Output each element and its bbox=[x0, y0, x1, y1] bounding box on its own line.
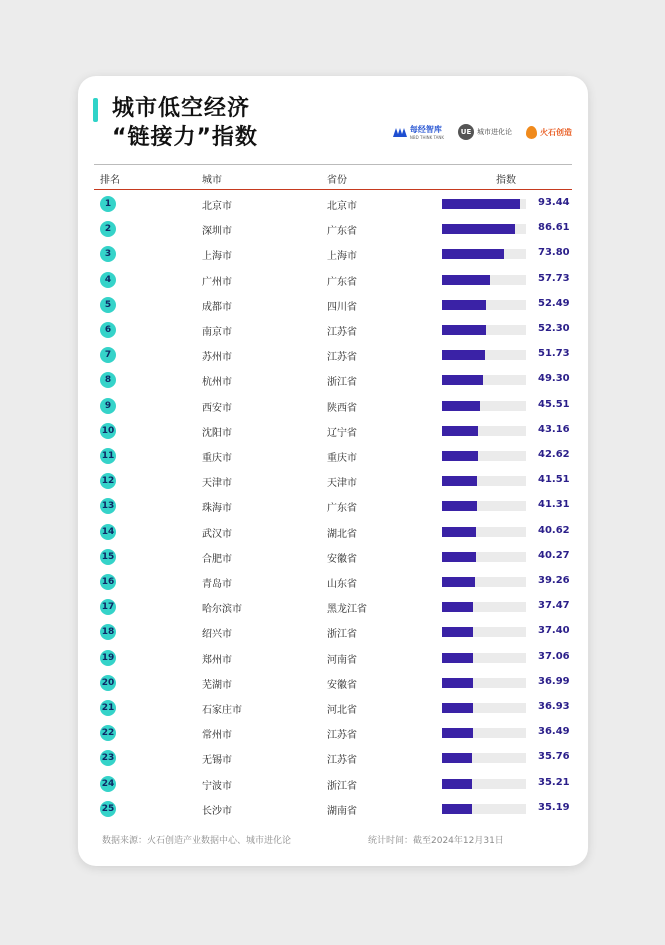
logo-nbd-name: 每经智库 bbox=[409, 125, 442, 134]
table-row bbox=[94, 595, 572, 620]
province-cell: 四川省 bbox=[327, 301, 357, 313]
rank-badge: 12 bbox=[100, 473, 116, 489]
index-value: 49.30 bbox=[538, 373, 570, 385]
index-bar-track bbox=[442, 451, 526, 461]
rank-badge: 1 bbox=[100, 196, 116, 212]
header-rank: 排名 bbox=[100, 175, 120, 186]
logo-strip bbox=[393, 122, 572, 142]
title-accent-bar bbox=[93, 98, 98, 122]
index-value: 52.30 bbox=[538, 323, 570, 334]
rank-badge: 11 bbox=[100, 448, 116, 464]
index-bar-fill bbox=[442, 501, 477, 511]
table-row bbox=[94, 570, 572, 595]
index-bar-track bbox=[442, 224, 526, 234]
table-row bbox=[94, 646, 572, 671]
city-cell: 深圳市 bbox=[202, 226, 232, 238]
province-cell: 江苏省 bbox=[327, 352, 357, 364]
rank-badge: 13 bbox=[100, 498, 116, 514]
table-row bbox=[94, 242, 572, 267]
city-cell: 长沙市 bbox=[202, 805, 232, 817]
province-cell: 江苏省 bbox=[327, 730, 357, 742]
city-cell: 成都市 bbox=[202, 301, 232, 313]
index-bar-track bbox=[442, 602, 526, 612]
table-header bbox=[94, 164, 572, 190]
index-bar-track bbox=[442, 300, 526, 310]
rank-badge: 15 bbox=[100, 549, 116, 565]
index-value: 43.16 bbox=[538, 423, 570, 435]
index-bar-fill bbox=[442, 451, 478, 461]
province-cell: 上海市 bbox=[327, 251, 357, 263]
table-row bbox=[94, 469, 572, 494]
table-row bbox=[94, 318, 572, 343]
city-cell: 石家庄市 bbox=[202, 705, 242, 716]
city-cell: 苏州市 bbox=[202, 352, 232, 364]
index-bar-fill bbox=[442, 224, 515, 234]
index-value: 40.27 bbox=[538, 549, 570, 561]
rank-badge: 14 bbox=[100, 524, 116, 540]
table-row bbox=[94, 494, 572, 519]
index-value: 52.49 bbox=[538, 297, 570, 309]
index-bar-fill bbox=[442, 325, 486, 335]
province-cell: 浙江省 bbox=[327, 780, 357, 792]
index-bar-fill bbox=[442, 602, 473, 612]
table-row bbox=[94, 192, 572, 217]
title-line-2: “链接力”指数 bbox=[112, 125, 258, 150]
ue-badge-icon: UE bbox=[458, 124, 474, 140]
table-row bbox=[94, 217, 572, 242]
table-row bbox=[94, 721, 572, 746]
index-value: 57.73 bbox=[538, 272, 570, 284]
city-cell: 宁波市 bbox=[202, 780, 232, 792]
logo-huoshi bbox=[526, 126, 572, 139]
index-bar-track bbox=[442, 577, 526, 587]
index-value: 51.73 bbox=[538, 348, 570, 360]
province-cell: 山东省 bbox=[327, 579, 357, 590]
city-cell: 沈阳市 bbox=[202, 427, 232, 439]
rank-badge: 9 bbox=[100, 398, 116, 414]
index-value: 41.31 bbox=[538, 499, 570, 511]
index-bar-fill bbox=[442, 577, 475, 587]
footer-source: 数据来源：火石创造产业数据中心、城市进化论 bbox=[102, 836, 292, 846]
index-value: 39.26 bbox=[538, 575, 570, 586]
index-value: 73.80 bbox=[538, 247, 570, 259]
index-bar-fill bbox=[442, 753, 472, 763]
index-bar-fill bbox=[442, 350, 485, 360]
logo-city-evolution bbox=[458, 124, 512, 140]
index-bar-track bbox=[442, 375, 526, 385]
table-row bbox=[94, 671, 572, 696]
province-cell: 河北省 bbox=[327, 705, 357, 716]
table-row bbox=[94, 620, 572, 645]
rank-badge: 10 bbox=[100, 423, 116, 439]
city-cell: 西安市 bbox=[202, 402, 232, 414]
table-row bbox=[94, 293, 572, 318]
city-cell: 武汉市 bbox=[202, 528, 232, 540]
table-row bbox=[94, 268, 572, 293]
province-cell: 广东省 bbox=[327, 226, 357, 238]
city-cell: 南京市 bbox=[202, 327, 232, 338]
index-bar-track bbox=[442, 426, 526, 436]
rank-badge: 18 bbox=[100, 624, 116, 640]
page-title bbox=[112, 94, 258, 152]
logo-nbd-sub: NBD THINK TANK bbox=[409, 135, 444, 140]
index-value: 40.62 bbox=[538, 524, 570, 536]
index-bar-fill bbox=[442, 375, 483, 385]
province-cell: 陕西省 bbox=[327, 402, 357, 414]
index-bar-track bbox=[442, 678, 526, 688]
province-cell: 安徽省 bbox=[327, 679, 357, 691]
index-bar-track bbox=[442, 476, 526, 486]
rank-badge: 19 bbox=[100, 650, 116, 666]
province-cell: 重庆市 bbox=[327, 453, 357, 464]
province-cell: 安徽省 bbox=[327, 553, 357, 565]
city-cell: 广州市 bbox=[202, 276, 232, 288]
province-cell: 浙江省 bbox=[327, 377, 357, 389]
province-cell: 河南省 bbox=[327, 654, 357, 666]
province-cell: 浙江省 bbox=[327, 629, 357, 641]
index-bar-track bbox=[442, 275, 526, 285]
index-value: 45.51 bbox=[538, 398, 570, 410]
table-row bbox=[94, 394, 572, 419]
index-bar-track bbox=[442, 501, 526, 511]
city-cell: 常州市 bbox=[202, 730, 232, 742]
footer-date: 统计时间：截至2024年12月31日 bbox=[368, 836, 504, 846]
rank-badge: 3 bbox=[100, 246, 116, 262]
table-row bbox=[94, 419, 572, 444]
index-value: 35.21 bbox=[538, 776, 570, 788]
province-cell: 江苏省 bbox=[327, 327, 357, 338]
city-cell: 芜湖市 bbox=[202, 679, 232, 691]
table-row bbox=[94, 343, 572, 368]
index-bar-track bbox=[442, 552, 526, 562]
table-row bbox=[94, 520, 572, 545]
city-cell: 合肥市 bbox=[202, 553, 232, 565]
table-row bbox=[94, 444, 572, 469]
index-value: 36.99 bbox=[538, 675, 570, 687]
index-value: 35.76 bbox=[538, 751, 570, 763]
ranking-card bbox=[78, 76, 588, 866]
header-city: 城市 bbox=[202, 175, 222, 186]
city-cell: 上海市 bbox=[202, 251, 232, 263]
index-value: 36.49 bbox=[538, 726, 570, 738]
city-cell: 北京市 bbox=[202, 201, 232, 212]
city-cell: 天津市 bbox=[202, 478, 232, 490]
province-cell: 辽宁省 bbox=[327, 427, 357, 439]
rank-badge: 25 bbox=[100, 801, 116, 817]
city-cell: 郑州市 bbox=[202, 654, 232, 666]
index-bar-fill bbox=[442, 300, 486, 310]
rank-badge: 23 bbox=[100, 750, 116, 766]
index-bar-track bbox=[442, 728, 526, 738]
city-cell: 珠海市 bbox=[202, 503, 232, 515]
province-cell: 北京市 bbox=[327, 201, 357, 212]
index-value: 37.47 bbox=[538, 600, 570, 612]
rank-badge: 17 bbox=[100, 599, 116, 615]
index-value: 41.51 bbox=[538, 474, 570, 486]
province-cell: 广东省 bbox=[327, 503, 357, 515]
index-bar-fill bbox=[442, 653, 473, 663]
header-province: 省份 bbox=[327, 175, 347, 186]
index-bar-track bbox=[442, 199, 526, 209]
rank-badge: 24 bbox=[100, 776, 116, 792]
rank-badge: 16 bbox=[100, 574, 116, 590]
index-bar-track bbox=[442, 653, 526, 663]
index-bar-fill bbox=[442, 779, 472, 789]
rank-badge: 20 bbox=[100, 675, 116, 691]
index-bar-track bbox=[442, 401, 526, 411]
city-cell: 无锡市 bbox=[202, 755, 232, 767]
table-row bbox=[94, 746, 572, 771]
index-value: 35.19 bbox=[538, 801, 570, 813]
header-index: 指数 bbox=[496, 175, 516, 186]
rank-badge: 22 bbox=[100, 725, 116, 741]
flame-icon bbox=[526, 126, 537, 139]
province-cell: 广东省 bbox=[327, 276, 357, 288]
province-cell: 江苏省 bbox=[327, 755, 357, 767]
province-cell: 湖北省 bbox=[327, 528, 357, 540]
index-bar-track bbox=[442, 703, 526, 713]
index-bar-fill bbox=[442, 552, 476, 562]
index-bar-track bbox=[442, 325, 526, 335]
province-cell: 黑龙江省 bbox=[327, 604, 367, 616]
logo-nbd-think-tank bbox=[393, 124, 444, 140]
index-bar-fill bbox=[442, 275, 490, 285]
rank-badge: 6 bbox=[100, 322, 116, 338]
index-bar-fill bbox=[442, 703, 473, 713]
index-value: 42.62 bbox=[538, 449, 570, 460]
table-row bbox=[94, 696, 572, 721]
index-bar-fill bbox=[442, 627, 473, 637]
index-bar-fill bbox=[442, 527, 476, 537]
index-bar-fill bbox=[442, 199, 520, 209]
index-value: 36.93 bbox=[538, 701, 570, 712]
index-bar-track bbox=[442, 627, 526, 637]
table-row bbox=[94, 545, 572, 570]
index-bar-track bbox=[442, 249, 526, 259]
index-bar-track bbox=[442, 527, 526, 537]
rank-badge: 21 bbox=[100, 700, 116, 716]
rank-badge: 7 bbox=[100, 347, 116, 363]
logo-city-evolution-name: 城市进化论 bbox=[477, 128, 512, 136]
index-bar-fill bbox=[442, 678, 473, 688]
index-bar-track bbox=[442, 804, 526, 814]
index-bar-fill bbox=[442, 804, 472, 814]
province-cell: 湖南省 bbox=[327, 805, 357, 817]
index-bar-fill bbox=[442, 426, 478, 436]
city-cell: 哈尔滨市 bbox=[202, 604, 242, 616]
index-value: 93.44 bbox=[538, 197, 570, 208]
index-bar-fill bbox=[442, 401, 480, 411]
index-value: 37.06 bbox=[538, 650, 570, 662]
table-row bbox=[94, 772, 572, 797]
city-cell: 绍兴市 bbox=[202, 629, 232, 641]
index-value: 37.40 bbox=[538, 625, 570, 637]
rank-badge: 8 bbox=[100, 372, 116, 388]
index-value: 86.61 bbox=[538, 222, 570, 234]
province-cell: 天津市 bbox=[327, 478, 357, 490]
index-bar-fill bbox=[442, 728, 473, 738]
rank-badge: 4 bbox=[100, 272, 116, 288]
city-cell: 杭州市 bbox=[202, 377, 232, 389]
index-bar-fill bbox=[442, 476, 477, 486]
title-line-1: 城市低空经济 bbox=[112, 96, 251, 121]
index-bar-track bbox=[442, 350, 526, 360]
logo-huoshi-name: 火石创造 bbox=[540, 127, 572, 137]
rank-badge: 5 bbox=[100, 297, 116, 313]
table-row bbox=[94, 797, 572, 822]
city-cell: 青岛市 bbox=[202, 579, 232, 590]
table-row bbox=[94, 368, 572, 393]
nbd-logo-icon bbox=[393, 127, 407, 138]
city-cell: 重庆市 bbox=[202, 453, 232, 464]
index-bar-track bbox=[442, 753, 526, 763]
index-bar-fill bbox=[442, 249, 504, 259]
rank-badge: 2 bbox=[100, 221, 116, 237]
index-bar-track bbox=[442, 779, 526, 789]
